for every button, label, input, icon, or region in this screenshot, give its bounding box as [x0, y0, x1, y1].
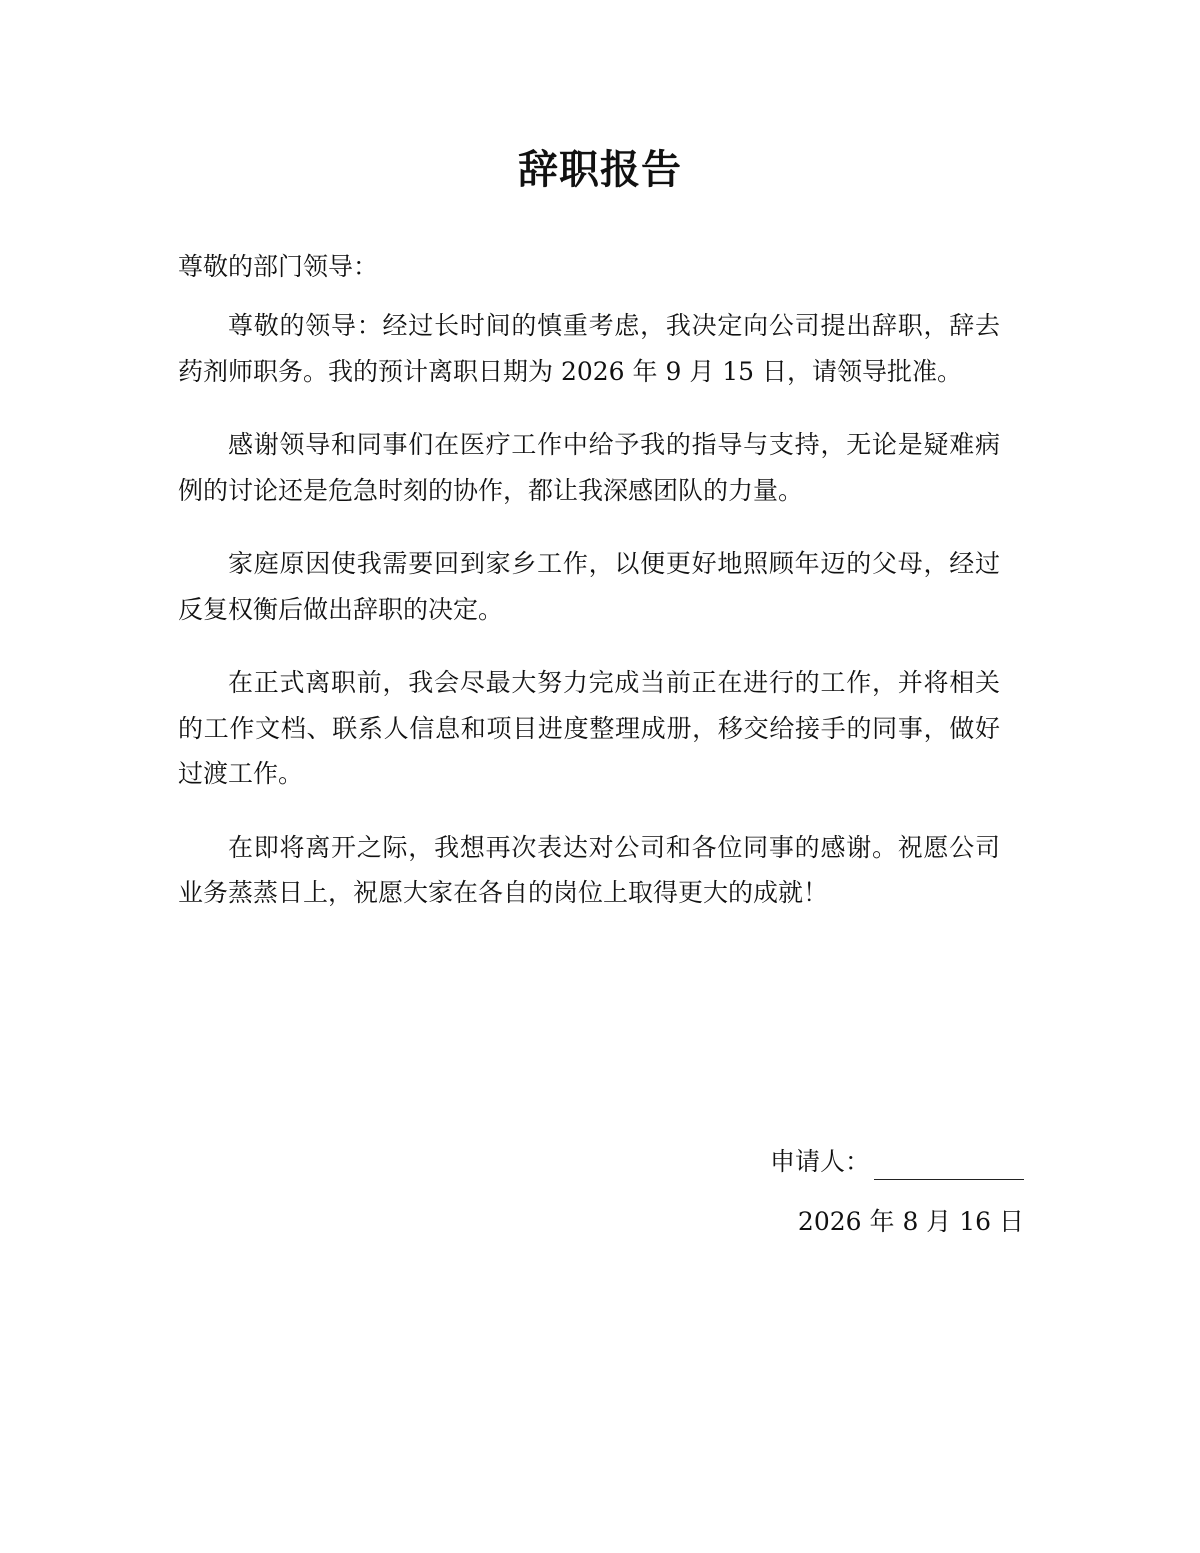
paragraph-reason: 家庭原因使我需要回到家乡工作，以便更好地照顾年迈的父母，经过反复权衡后做出辞职的决定。 — [178, 549, 1000, 624]
paragraph-thanks: 感谢领导和同事们在医疗工作中给予我的指导与支持，无论是疑难病例的讨论还是危急时刻的协作，都让我深感团队的力量。 — [178, 430, 1000, 505]
signature-blank — [874, 1149, 1024, 1180]
signature-date: 2026 年 8 月 16 日 — [797, 1207, 1024, 1236]
paragraph-intent: 尊敬的领导：经过长时间的慎重考虑，我决定向公司提出辞职，辞去药剂师职务。我的预计离职日期为 2026 年 9 月 15 日，请领导批准。 — [178, 311, 1000, 386]
letter-body — [178, 303, 1000, 944]
applicant-label: 申请人： — [769, 1147, 870, 1176]
salutation: 尊敬的部门领导： — [178, 252, 379, 281]
paragraph-handover: 在正式离职前，我会尽最大努力完成当前正在进行的工作，并将相关的工作文档、联系人信息和项目进度整理成册，移交给接手的同事，做好过渡工作。 — [178, 668, 1000, 788]
signature-block — [770, 1140, 1024, 1244]
paragraph-closing: 在即将离开之际，我想再次表达对公司和各位同事的感谢。祝愿公司业务蒸蒸日上，祝愿大家在各自的岗位上取得更大的成就！ — [178, 832, 1000, 907]
document-title: 辞职报告 — [518, 147, 682, 193]
applicant-line — [770, 1140, 1024, 1184]
